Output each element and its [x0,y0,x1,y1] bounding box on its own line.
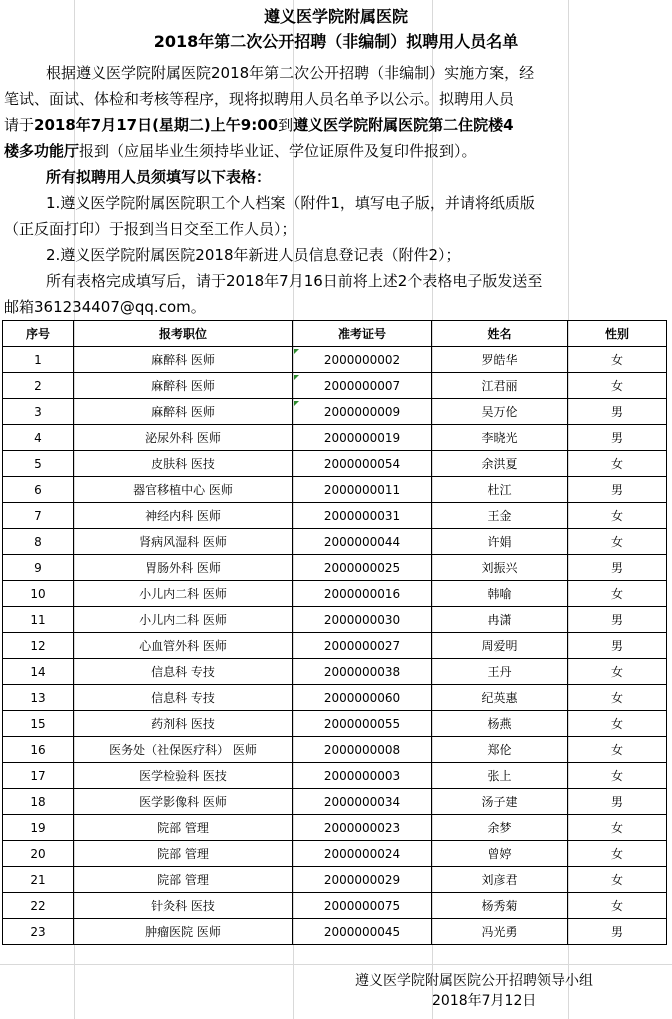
intro-line-3-a: 请于 [4,116,35,134]
cell-gender: 男 [568,555,667,581]
cell-position: 肾病风湿科 医师 [74,529,293,555]
cell-name: 冉潇 [432,607,568,633]
cell-gender: 男 [568,399,667,425]
cell-seq: 2 [3,373,74,399]
cell-name: 周爱明 [432,633,568,659]
cell-gender: 女 [568,867,667,893]
cell-seq: 10 [3,581,74,607]
cell-seq: 18 [3,789,74,815]
cell-position: 小儿内二科 医师 [74,607,293,633]
cell-exam-id: 2000000024 [293,841,432,867]
cell-gender: 女 [568,347,667,373]
table-row [3,893,667,919]
intro-line-1: 根据遵义医学院附属医院2018年第二次公开招聘（非编制）实施方案，经 [46,64,535,82]
cell-name: 罗皓华 [432,347,568,373]
cell-position: 信息科 专技 [74,659,293,685]
cell-gender: 女 [568,737,667,763]
cell-position: 医学检验科 医技 [74,763,293,789]
cell-name: 韩喻 [432,581,568,607]
cell-name: 余洪夏 [432,451,568,477]
cell-exam-id: 2000000009 [293,399,432,425]
table-row [3,737,667,763]
cell-name: 余梦 [432,815,568,841]
cell-seq: 1 [3,347,74,373]
cell-seq: 4 [3,425,74,451]
cell-name: 张上 [432,763,568,789]
forms-heading: 所有拟聘用人员须填写以下表格： [46,168,272,186]
cell-gender: 男 [568,633,667,659]
cell-gender: 女 [568,373,667,399]
cell-seq: 5 [3,451,74,477]
table-row [3,841,667,867]
cell-position: 医学影像科 医师 [74,789,293,815]
cell-name: 杨秀菊 [432,893,568,919]
form-item-1-line-1: 1.遵义医学院附属医院职工个人档案（附件1，填写电子版，并请将纸质版 [46,194,535,212]
roster-table [2,320,667,945]
report-room: 楼多功能厅 [4,142,80,160]
intro-line-3-c: 到 [278,116,294,134]
cell-indicator [294,349,299,354]
cell-gender: 女 [568,893,667,919]
cell-exam-id: 2000000054 [293,451,432,477]
intro-line-4-b: 报到（应届毕业生须持毕业证、学位证原件及复印件报到）。 [79,142,477,160]
cell-position: 心血管外科 医师 [74,633,293,659]
cell-name: 李晓光 [432,425,568,451]
cell-exam-id: 2000000075 [293,893,432,919]
submit-line-2: 邮箱361234407@qq.com。 [4,298,206,316]
cell-position: 院部 管理 [74,841,293,867]
cell-name: 冯光勇 [432,919,568,945]
form-item-2: 2.遵义医学院附属医院2018年新进人员信息登记表（附件2）； [46,246,461,264]
cell-seq: 23 [3,919,74,945]
cell-seq: 21 [3,867,74,893]
cell-position: 药剂科 医技 [74,711,293,737]
table-row [3,607,667,633]
cell-position: 胃肠外科 医师 [74,555,293,581]
cell-exam-id: 2000000029 [293,867,432,893]
cell-indicator [294,401,299,406]
cell-gender: 女 [568,841,667,867]
header-position: 报考职位 [74,321,293,347]
cell-name: 郑伦 [432,737,568,763]
cell-position: 肿瘤医院 医师 [74,919,293,945]
cell-gender: 女 [568,451,667,477]
table-row [3,373,667,399]
table-row [3,685,667,711]
document-title: 遵义医学院附属医院 [263,7,408,26]
cell-seq: 22 [3,893,74,919]
table-row [3,425,667,451]
cell-name: 纪英惠 [432,685,568,711]
cell-name: 杜江 [432,477,568,503]
table-row [3,763,667,789]
intro-line-2: 笔试、面试、体检和考核等程序，现将拟聘用人员名单予以公示。拟聘用人员 [4,90,515,108]
cell-indicator [294,375,299,380]
intro-line-4 [4,138,668,164]
cell-gender: 男 [568,789,667,815]
cell-seq: 15 [3,711,74,737]
cell-gender: 女 [568,581,667,607]
header-gender: 性别 [568,321,667,347]
cell-exam-id: 2000000007 [293,373,432,399]
cell-position: 院部 管理 [74,867,293,893]
cell-position: 麻醉科 医师 [74,399,293,425]
cell-gender: 女 [568,815,667,841]
cell-exam-id: 2000000044 [293,529,432,555]
table-row [3,581,667,607]
cell-exam-id: 2000000025 [293,555,432,581]
header-seq: 序号 [3,321,74,347]
table-row [3,633,667,659]
cell-position: 信息科 专技 [74,685,293,711]
table-row [3,347,667,373]
table-row [3,529,667,555]
table-row [3,555,667,581]
document-subtitle: 2018年第二次公开招聘（非编制）拟聘用人员名单 [153,32,519,51]
cell-position: 针灸科 医技 [74,893,293,919]
cell-gender: 女 [568,529,667,555]
form-item-1-line-2: （正反面打印）于报到当日交至工作人员）； [4,220,297,238]
cell-exam-id: 2000000055 [293,711,432,737]
cell-name: 吴万伦 [432,399,568,425]
table-row [3,477,667,503]
cell-seq: 8 [3,529,74,555]
cell-seq: 6 [3,477,74,503]
cell-exam-id: 2000000008 [293,737,432,763]
cell-name: 汤子建 [432,789,568,815]
submit-line-1: 所有表格完成填写后，请于2018年7月16日前将上述2个表格电子版发送至 [46,272,543,290]
table-row [3,399,667,425]
cell-name: 江君丽 [432,373,568,399]
cell-gender: 女 [568,659,667,685]
cell-exam-id: 2000000034 [293,789,432,815]
cell-seq: 19 [3,815,74,841]
cell-position: 神经内科 医师 [74,503,293,529]
cell-exam-id: 2000000016 [293,581,432,607]
cell-seq: 12 [3,633,74,659]
report-datetime: 2018年7月17日(星期二)上午9:00 [34,116,279,134]
cell-exam-id: 2000000023 [293,815,432,841]
cell-exam-id: 2000000038 [293,659,432,685]
footer-organization: 遵义医学院附属医院公开招聘领导小组 [355,973,593,989]
cell-exam-id: 2000000030 [293,607,432,633]
cell-exam-id: 2000000031 [293,503,432,529]
table-row [3,789,667,815]
table-row [3,451,667,477]
cell-name: 王丹 [432,659,568,685]
cell-gender: 男 [568,425,667,451]
cell-name: 刘振兴 [432,555,568,581]
cell-seq: 16 [3,737,74,763]
cell-seq: 13 [3,685,74,711]
table-header-row [3,321,667,347]
footer-date: 2018年7月12日 [432,993,537,1009]
cell-name: 许娟 [432,529,568,555]
cell-exam-id: 2000000003 [293,763,432,789]
cell-exam-id: 2000000060 [293,685,432,711]
cell-position: 泌尿外科 医师 [74,425,293,451]
cell-seq: 17 [3,763,74,789]
header-exam-id: 准考证号 [293,321,432,347]
cell-position: 院部 管理 [74,815,293,841]
cell-position: 小儿内二科 医师 [74,581,293,607]
cell-exam-id: 2000000045 [293,919,432,945]
cell-position: 麻醉科 医师 [74,347,293,373]
cell-position: 麻醉科 医师 [74,373,293,399]
cell-gender: 女 [568,685,667,711]
cell-name: 杨燕 [432,711,568,737]
table-row [3,659,667,685]
cell-exam-id: 2000000019 [293,425,432,451]
intro-line-3 [4,112,668,138]
table-row [3,919,667,945]
report-location: 遵义医学院附属医院第二住院楼4 [293,116,514,134]
cell-position: 皮肤科 医技 [74,451,293,477]
cell-name: 曾婷 [432,841,568,867]
header-name: 姓名 [432,321,568,347]
cell-seq: 7 [3,503,74,529]
table-row [3,711,667,737]
cell-seq: 11 [3,607,74,633]
cell-gender: 女 [568,503,667,529]
cell-name: 刘彦君 [432,867,568,893]
cell-position: 器官移植中心 医师 [74,477,293,503]
cell-exam-id: 2000000002 [293,347,432,373]
cell-seq: 14 [3,659,74,685]
cell-position: 医务处（社保医疗科） 医师 [74,737,293,763]
table-row [3,867,667,893]
cell-gender: 男 [568,919,667,945]
cell-seq: 20 [3,841,74,867]
cell-gender: 女 [568,711,667,737]
cell-seq: 3 [3,399,74,425]
cell-name: 王金 [432,503,568,529]
cell-gender: 男 [568,477,667,503]
table-row [3,815,667,841]
cell-seq: 9 [3,555,74,581]
table-row [3,503,667,529]
cell-gender: 女 [568,763,667,789]
cell-gender: 男 [568,607,667,633]
cell-exam-id: 2000000011 [293,477,432,503]
cell-exam-id: 2000000027 [293,633,432,659]
